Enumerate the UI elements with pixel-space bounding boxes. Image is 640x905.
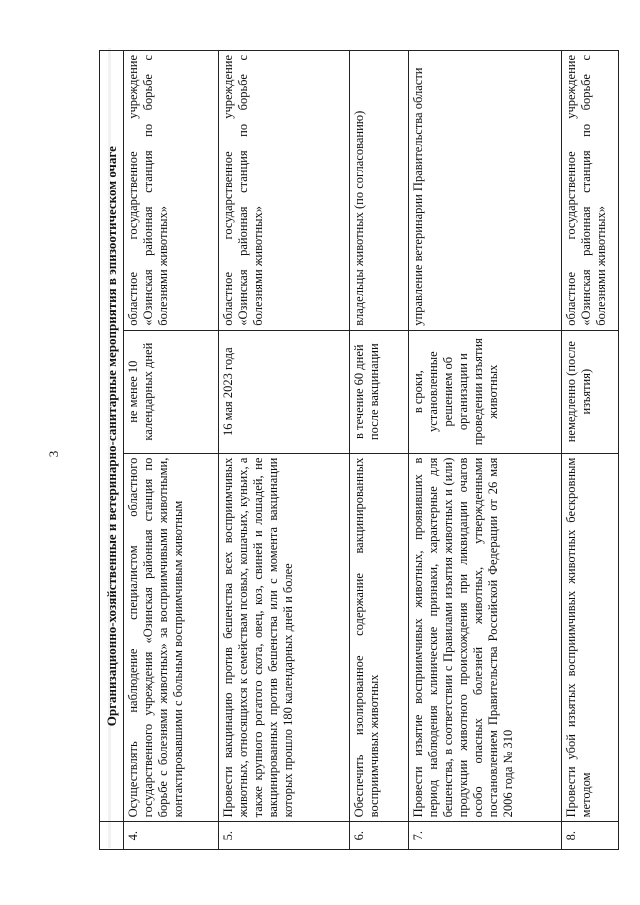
section-header-spacer	[100, 822, 124, 850]
row-responsible: владельцы животных (по согласованию)	[349, 51, 408, 331]
row-responsible: областное государственное учреждение «Озинская районная станция по борьбе с болезнями животных»	[562, 51, 619, 331]
row-number: 5.	[218, 822, 349, 850]
page-number: 3	[46, 450, 61, 458]
table-row	[349, 51, 408, 850]
table-row	[562, 51, 619, 850]
row-action: Осуществлять наблюдение специалистом областного государственного учреждения «Озинская районная станция по борьбе с болезнями животных» за восприимчивыми животными, контактировавшими с больным восприимчивым животным	[123, 453, 218, 822]
section-title: Организационно-хозяйственные и ветеринарно-санитарные мероприятия в эпизоотическом очаге	[100, 51, 124, 822]
row-responsible: областное государственное учреждение «Озинская районная станция по борьбе с болезнями животных»	[218, 51, 349, 331]
row-action: Обеспечить изолированное содержание вакцинированных восприимчивых животных	[349, 453, 408, 822]
section-header-row	[100, 51, 124, 850]
row-term: немедленно (после изъятия)	[562, 330, 619, 453]
row-term: 16 мая 2023 года	[218, 330, 349, 453]
row-term: не менее 10 календарных дней	[123, 330, 218, 453]
row-action: Провести вакцинацию против бешенства всех восприимчивых животных, относящихся к семействам псовых, кошачьих, куньих, а также крупного рогатого скота, овец, коз, свиней и лошадей, не вакцинированных против бешенства или с момента вакцинации которых прошло 180 календарных дней и более	[218, 453, 349, 822]
measures-table-grid	[99, 50, 619, 850]
row-number: 8.	[562, 822, 619, 850]
row-responsible: управление ветеринарии Правительства области	[408, 51, 562, 331]
row-number: 4.	[123, 822, 218, 850]
row-term: в сроки, установленные решением об организации и проведении изъятия животных	[408, 330, 562, 453]
row-number: 6.	[349, 822, 408, 850]
row-responsible: областное государственное учреждение «Озинская районная станция по борьбе с болезнями животных»	[123, 51, 218, 331]
row-action: Провести изъятие восприимчивых животных, проявивших в период наблюдения клинические признаки, характерные для бешенства, в соответствии с Правилами изъятия животных и (или) продукции животного происхождения при ликвидации очагов особо опасных болезней животных, утвержденными постановлением Правительства Российской Федерации от 26 мая 2006 года № 310	[408, 453, 562, 822]
row-action: Провести убой изъятых восприимчивых животных бескровным методом	[562, 453, 619, 822]
measures-table	[99, 50, 619, 850]
table-row	[218, 51, 349, 850]
table-row	[123, 51, 218, 850]
table-row	[408, 51, 562, 850]
row-number: 7.	[408, 822, 562, 850]
row-term: в течение 60 дней после вакцинации	[349, 330, 408, 453]
